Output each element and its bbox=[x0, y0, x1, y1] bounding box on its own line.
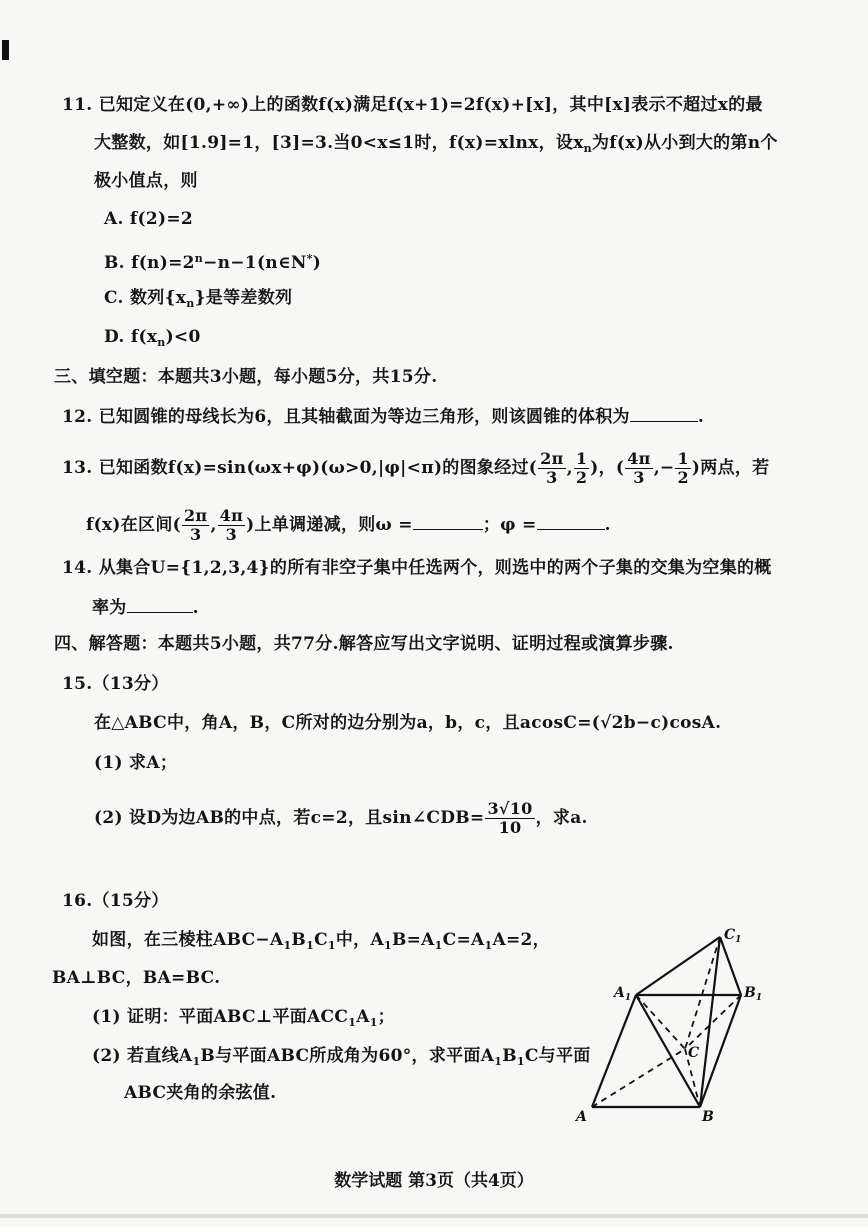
q13-phi-blank bbox=[537, 513, 605, 530]
fraction: $\frac{4\pi}{3}$ bbox=[219, 506, 244, 544]
label-c1: $C_1$ bbox=[724, 927, 742, 945]
q16-part2-line2: ABC夹角的余弦值. bbox=[124, 1083, 277, 1103]
q15-part2: (2) 设D为边AB的中点，若c=2，且sin∠CDB= $\frac{3√10}{10}$ ，求a. bbox=[94, 799, 588, 837]
q11-option-c: C. 数列$\{x_n\}$是等差数列 bbox=[104, 288, 293, 310]
label-a: A bbox=[576, 1109, 587, 1125]
fraction: $\frac{3√10}{10}$ bbox=[487, 799, 533, 837]
q15-heading: 15.（13分） bbox=[62, 674, 169, 694]
label-b1: $B_1$ bbox=[744, 985, 763, 1003]
label-b: B bbox=[702, 1109, 714, 1125]
q14-line1: 14. 从集合U={1,2,3,4}的所有非空子集中任选两个，则选中的两个子集的交集为空集的概 bbox=[62, 558, 772, 578]
page-footer: 数学试题 第3页（共4页） bbox=[334, 1171, 534, 1191]
q14-line2: 率为 . bbox=[92, 598, 199, 618]
scan-edge-mark bbox=[2, 40, 9, 60]
dashed-a-c bbox=[592, 1049, 685, 1107]
fraction: $\frac{1}{2}$ bbox=[575, 449, 588, 487]
q16-part2-line1: (2) 若直线$A_1B$与平面ABC所成角为60°，求平面$A_1B_1C$与平面 bbox=[92, 1046, 591, 1068]
fraction: $\frac{2\pi}{3}$ bbox=[540, 449, 564, 487]
edge-a1-a bbox=[592, 995, 636, 1107]
q13-line1: 13. 已知函数f(x)=sin(ωx+φ)(ω>0,|φ|<π)的图象经过( $\frac{2\pi}{3}$ , $\frac{1}{2}$ )，( $\frac{4\pi}{3}$ ,− $\frac{1}{2}$ )两点，若 bbox=[62, 449, 770, 487]
q16-line1: 如图，在三棱柱$ABC-A_1B_1C_1$中，$A_1B=A_1C=A_1A=2$， bbox=[92, 930, 550, 952]
q16-heading: 16.（15分） bbox=[62, 891, 169, 911]
section-4-heading: 四、解答题：本题共5小题，共77分.解答应写出文字说明、证明过程或演算步骤. bbox=[54, 634, 674, 654]
fraction: $\frac{4\pi}{3}$ bbox=[627, 449, 651, 487]
q11-line3: 极小值点，则 bbox=[94, 171, 198, 191]
q16-line2: BA⊥BC，BA=BC. bbox=[52, 968, 221, 988]
dashed-c1-c bbox=[685, 937, 720, 1049]
fraction: $\frac{2\pi}{3}$ bbox=[183, 506, 208, 544]
q12: 12. 已知圆锥的母线长为6，且其轴截面为等边三角形，则该圆锥的体积为 . bbox=[62, 407, 705, 427]
q11-line1: 11. 已知定义在(0,+∞)上的函数f(x)满足f(x+1)=2f(x)+[x]，其中[x]表示不超过x的最 bbox=[62, 95, 763, 115]
dashed-a1-c bbox=[636, 995, 685, 1049]
q13-omega-blank bbox=[413, 513, 483, 530]
q11-option-b: B. $f(n)=2^n-n-1(n\in N^*)$ bbox=[104, 252, 322, 273]
prism-figure bbox=[570, 925, 770, 1125]
q11-line2: 大整数，如[1.9]=1，[3]=3.当0<x≤1时，f(x)=xlnx，设$x_n$为f(x)从小到大的第n个 bbox=[94, 133, 778, 155]
edge-a1-c1 bbox=[636, 937, 720, 995]
bottom-scan-rule bbox=[0, 1214, 868, 1218]
edge-c1-b1 bbox=[720, 937, 741, 995]
q11-option-a: A. f(2)=2 bbox=[104, 209, 194, 229]
q15-part1: (1) 求A； bbox=[94, 753, 178, 773]
label-c: C bbox=[688, 1045, 700, 1061]
q14-answer-blank bbox=[127, 596, 193, 613]
fraction: $\frac{1}{2}$ bbox=[677, 449, 689, 487]
q12-answer-blank bbox=[630, 405, 698, 422]
q15-stem: 在△ABC中，角A，B，C所对的边分别为a，b，c，且acosC=(√2b−c)cosA. bbox=[94, 713, 722, 733]
q13-line2: f(x)在区间( $\frac{2\pi}{3}$ , $\frac{4\pi}{3}$ )上单调递减，则ω = ；φ = . bbox=[86, 506, 611, 544]
q11-option-d: D. $f(x_n)<0$ bbox=[104, 327, 201, 349]
section-3-heading: 三、填空题：本题共3小题，每小题5分，共15分. bbox=[54, 367, 438, 387]
label-a1: $A_1$ bbox=[614, 985, 632, 1003]
q16-part1: (1) 证明：平面ABC⊥平面$ACC_1A_1$； bbox=[92, 1007, 395, 1029]
